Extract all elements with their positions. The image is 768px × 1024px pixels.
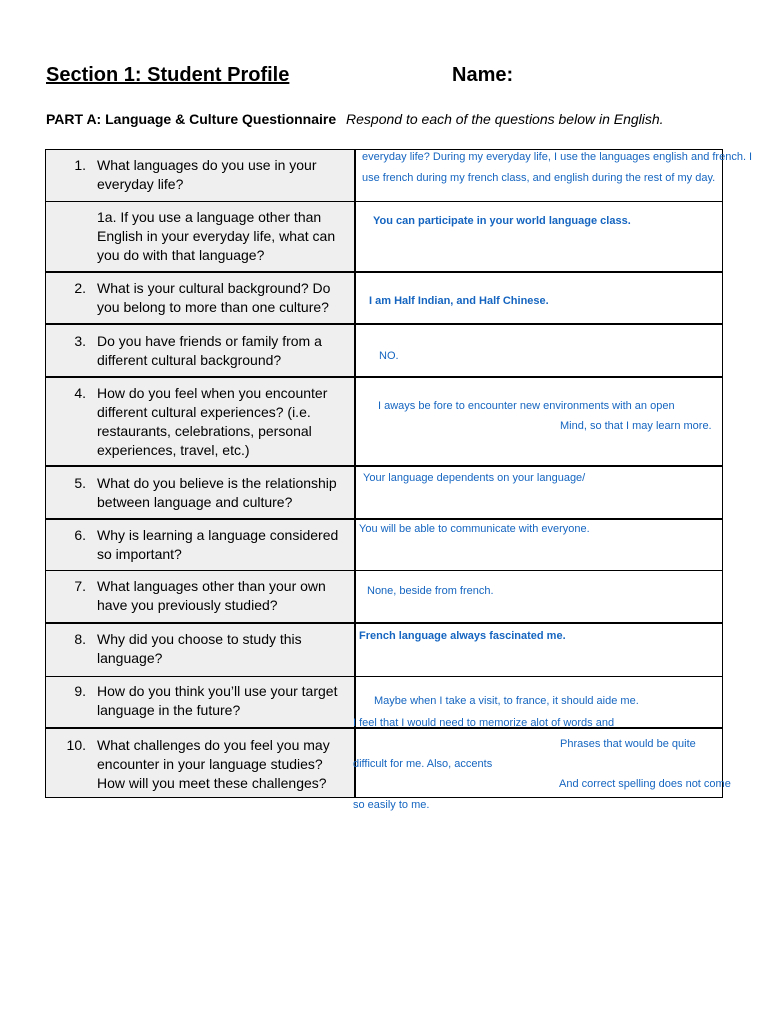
question-cell bbox=[46, 624, 356, 676]
question-number: 2. bbox=[74, 280, 86, 296]
question-row-5 bbox=[45, 465, 723, 519]
answer-line: You will be able to communicate with everyone. bbox=[359, 523, 590, 535]
answer-line: You can participate in your world language class. bbox=[373, 215, 631, 227]
question-number: 10. bbox=[66, 737, 86, 753]
section-title: Section 1: Student Profile bbox=[46, 64, 290, 86]
question-number: 8. bbox=[74, 631, 86, 647]
answer-line: Phrases that would be quite bbox=[560, 738, 696, 750]
answer-line: difficult for me. Also, accents bbox=[353, 758, 493, 770]
question-cell bbox=[46, 325, 356, 376]
question-cell bbox=[46, 202, 356, 271]
question-row-8 bbox=[45, 622, 723, 677]
question-text: What is your cultural background? Do you belong to more than one culture? bbox=[97, 280, 331, 315]
answer-line: Maybe when I take a visit, to france, it should aide me. bbox=[374, 695, 639, 707]
name-label: Name: bbox=[452, 64, 514, 86]
question-text: Do you have friends or family from a different cultural background? bbox=[97, 333, 322, 368]
question-number: 4. bbox=[74, 385, 86, 401]
question-number: 3. bbox=[74, 333, 86, 349]
question-cell bbox=[46, 273, 356, 323]
question-text: What languages do you use in your everyday life? bbox=[97, 157, 317, 192]
question-row-3 bbox=[45, 323, 723, 377]
question-text: What languages other than your own have you previously studied? bbox=[97, 578, 326, 613]
answer-line: I am Half Indian, and Half Chinese. bbox=[369, 295, 549, 307]
answer-line: Your language dependents on your language/ bbox=[363, 472, 586, 484]
question-text: 1a. If you use a language other than English in your everyday life, what can you do with that language? bbox=[97, 209, 336, 263]
question-cell bbox=[46, 150, 356, 201]
question-number: 6. bbox=[74, 527, 86, 543]
question-cell bbox=[46, 571, 356, 622]
question-text: How do you think you’ll use your target language in the future? bbox=[97, 683, 338, 718]
question-row-6 bbox=[45, 518, 723, 571]
question-row-2 bbox=[45, 271, 723, 324]
part-a-header bbox=[46, 111, 664, 127]
question-row-7 bbox=[45, 570, 723, 623]
question-text: What challenges do you feel you may encounter in your language studies? How will you meet these challenges? bbox=[97, 737, 330, 791]
question-row-1a bbox=[45, 201, 723, 272]
question-number: 7. bbox=[74, 578, 86, 594]
answer-line: I feel that I would need to memorize alot of words and bbox=[353, 717, 615, 729]
question-cell bbox=[46, 378, 356, 465]
answer-line: everyday life? During my everyday life, I use the languages english and french. I bbox=[362, 151, 753, 163]
question-row-1 bbox=[45, 149, 753, 202]
question-text: How do you feel when you encounter different cultural experiences? (i.e. restaurants, celebrations, personal experiences, travel, etc.) bbox=[97, 385, 328, 458]
question-cell bbox=[46, 467, 356, 518]
question-cell bbox=[46, 729, 356, 797]
answer-line: None, beside from french. bbox=[367, 585, 494, 597]
answer-line: Mind, so that I may learn more. bbox=[560, 420, 712, 432]
answer-line: French language always fascinated me. bbox=[359, 630, 566, 642]
answer-line: NO. bbox=[379, 350, 399, 362]
question-text: Why did you choose to study this language? bbox=[97, 631, 302, 666]
question-number: 5. bbox=[74, 475, 86, 491]
question-text: Why is learning a language considered so important? bbox=[97, 527, 339, 562]
answer-line: so easily to me. bbox=[353, 799, 430, 811]
question-number: 1. bbox=[74, 157, 86, 173]
answer-line: I aways be fore to encounter new environments with an open bbox=[378, 400, 675, 412]
part-a-title: PART A: Language & Culture Questionnaire bbox=[46, 111, 337, 127]
answer-line: And correct spelling does not come bbox=[559, 778, 731, 790]
question-number: 9. bbox=[74, 683, 86, 699]
question-text: What do you believe is the relationship between language and culture? bbox=[97, 475, 337, 510]
question-cell bbox=[46, 677, 356, 727]
answer-line: use french during my french class, and english during the rest of my day. bbox=[362, 172, 716, 184]
question-cell bbox=[46, 520, 356, 570]
part-a-instructions: Respond to each of the questions below in English. bbox=[346, 111, 664, 127]
question-row-4 bbox=[45, 376, 723, 466]
